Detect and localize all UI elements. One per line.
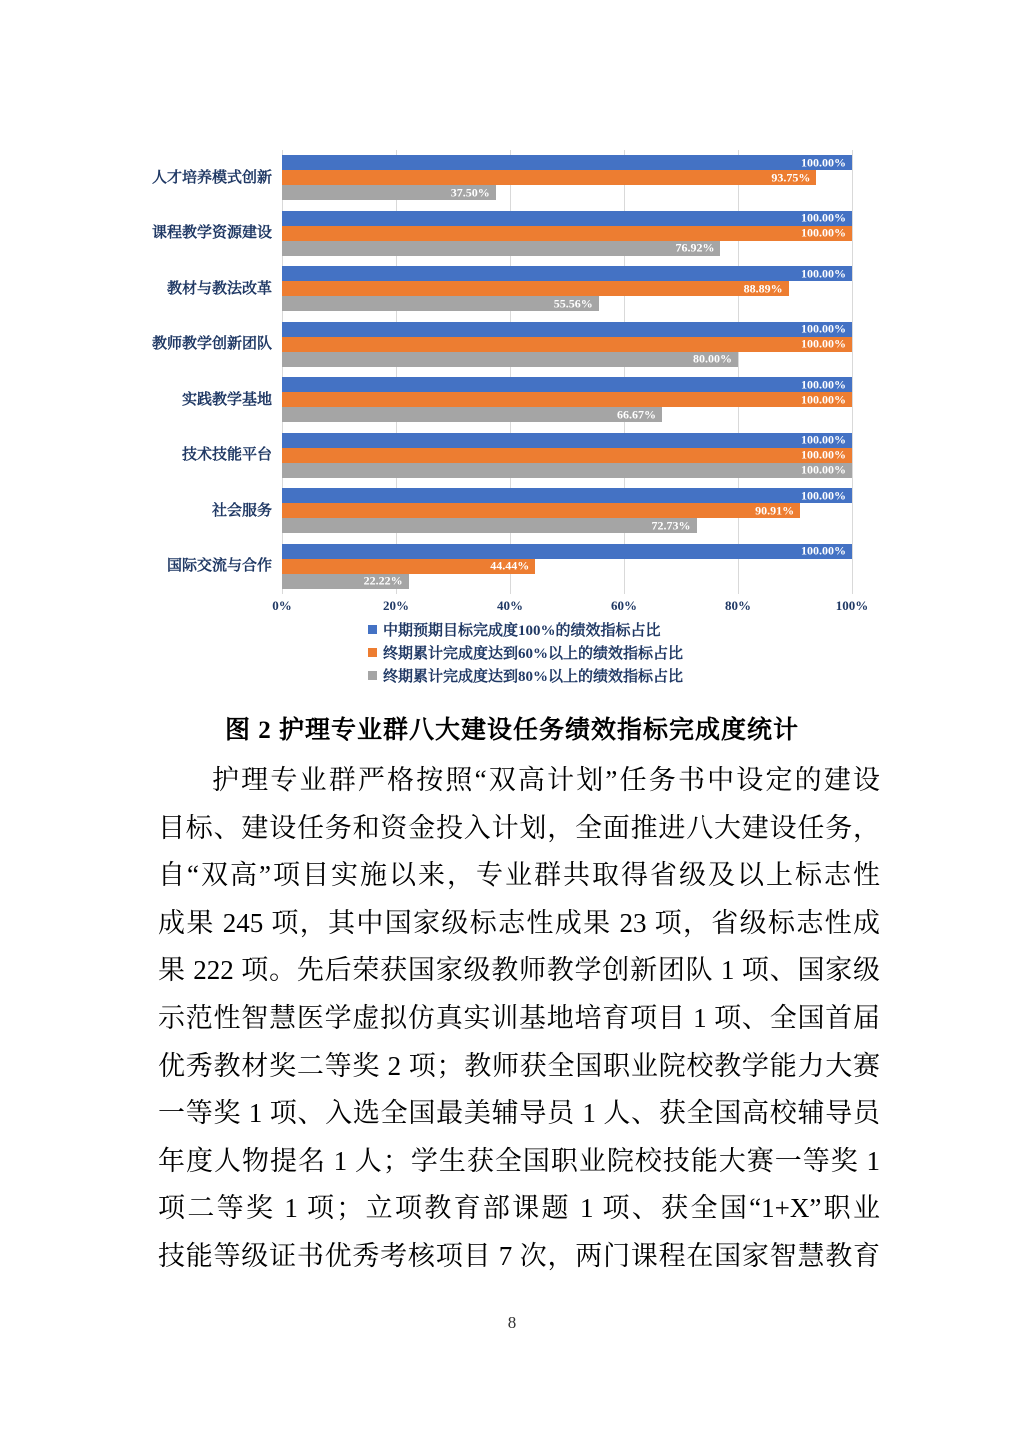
- paragraph-line: 目标、建设任务和资金投入计划，全面推进八大建设任务，: [158, 812, 880, 843]
- bar-final-over-80pct: [282, 296, 599, 311]
- paragraph-line: 一等奖 1 项、入选全国最美辅导员 1 人、获全国高校辅导员: [158, 1098, 880, 1129]
- paragraph-line: 优秀教材奖二等奖 2 项；教师获全国职业院校教学能力大赛: [158, 1050, 880, 1081]
- category-bars: [282, 377, 852, 422]
- chart-plot-area: [152, 150, 852, 594]
- category-bars: [282, 488, 852, 533]
- bar-value-label: 80.00%: [693, 351, 732, 366]
- chart-legend: [368, 618, 852, 687]
- category-bars: [282, 155, 852, 200]
- paragraph-line: 年度人物提名 1 人；学生获全国职业院校技能大赛一等奖 1: [158, 1145, 880, 1176]
- chart-category-row: [152, 150, 852, 206]
- body-paragraph: [158, 757, 880, 1281]
- bar-chart: [152, 150, 869, 687]
- bar-value-label: 100.00%: [801, 155, 846, 170]
- category-label: 社会服务: [211, 502, 272, 519]
- legend-swatch-final-over-60pct: [368, 648, 377, 657]
- legend-item: [368, 641, 852, 664]
- bar-final-over-60pct: [282, 226, 852, 241]
- chart-category-row: [152, 261, 852, 317]
- legend-item: [368, 664, 852, 687]
- bar-midterm-100pct: [282, 377, 852, 392]
- category-label: 人才培养模式创新: [152, 169, 273, 186]
- bar-final-over-60pct: [282, 392, 852, 407]
- category-bars: [282, 433, 852, 478]
- chart-groups: [152, 150, 852, 594]
- x-axis-tick: 100%: [835, 598, 869, 613]
- chart-category-row: [152, 206, 852, 262]
- legend-label: 终期累计完成度达到60%以上的绩效指标占比: [383, 646, 684, 662]
- category-bars: [282, 266, 852, 311]
- bar-value-label: 100.00%: [801, 336, 846, 351]
- bar-midterm-100pct: [282, 544, 852, 559]
- bar-value-label: 76.92%: [675, 240, 715, 255]
- bar-midterm-100pct: [282, 266, 852, 281]
- bar-midterm-100pct: [282, 488, 852, 503]
- bar-value-label: 100.00%: [801, 543, 846, 558]
- bar-value-label: 100.00%: [801, 321, 846, 336]
- x-axis-tick: 80%: [725, 598, 751, 613]
- chart-category-row: [152, 428, 852, 484]
- bar-value-label: 100.00%: [801, 266, 846, 281]
- legend-swatch-final-over-80pct: [368, 671, 377, 680]
- x-axis-tick: 60%: [611, 598, 637, 613]
- bar-final-over-60pct: [282, 503, 800, 518]
- bar-value-label: 100.00%: [801, 462, 846, 477]
- bar-final-over-80pct: [282, 241, 720, 256]
- category-bars: [282, 544, 852, 589]
- legend-item: [368, 618, 852, 641]
- bar-final-over-60pct: [282, 170, 816, 185]
- paragraph-line: 技能等级证书优秀考核项目 7 次，两门课程在国家智慧教育: [158, 1240, 880, 1271]
- bar-final-over-80pct: [282, 352, 738, 367]
- bar-value-label: 88.89%: [743, 281, 783, 296]
- bar-final-over-80pct: [282, 518, 697, 533]
- category-label: 技术技能平台: [181, 447, 272, 464]
- x-axis-tick: 20%: [383, 598, 409, 613]
- bar-final-over-60pct: [282, 281, 789, 296]
- legend-swatch-midterm-100pct: [368, 625, 377, 634]
- x-axis-tick: 40%: [497, 598, 523, 613]
- category-bars: [282, 211, 852, 256]
- bar-value-label: 90.91%: [755, 503, 795, 518]
- category-label: 教材与教法改革: [166, 280, 272, 297]
- paragraph-line: 自“双高”项目实施以来，专业群共取得省级及以上标志性: [158, 860, 880, 891]
- bar-value-label: 37.50%: [450, 185, 490, 200]
- bar-final-over-80pct: [282, 185, 496, 200]
- bar-midterm-100pct: [282, 211, 852, 226]
- bar-final-over-60pct: [282, 559, 535, 574]
- bar-value-label: 100.00%: [801, 447, 846, 462]
- paragraph-line: 示范性智慧医学虚拟仿真实训基地培育项目 1 项、全国首届: [158, 1002, 880, 1033]
- category-label: 国际交流与合作: [166, 558, 272, 575]
- bar-value-label: 100.00%: [801, 377, 846, 392]
- chart-category-row: [152, 317, 852, 373]
- bar-final-over-60pct: [282, 448, 852, 463]
- x-axis-tick: 0%: [272, 598, 292, 613]
- legend-label: 终期累计完成度达到80%以上的绩效指标占比: [383, 669, 684, 685]
- chart-category-row: [152, 372, 852, 428]
- legend-label: 中期预期目标完成度100%的绩效指标占比: [383, 623, 661, 639]
- chart-category-row: [152, 539, 852, 595]
- bar-value-label: 93.75%: [771, 170, 811, 185]
- page-number: 8: [507, 1313, 517, 1332]
- category-label: 教师教学创新团队: [152, 336, 273, 353]
- bar-final-over-80pct: [282, 407, 662, 422]
- category-label: 实践教学基地: [181, 391, 272, 408]
- chart-category-row: [152, 483, 852, 539]
- bar-value-label: 100.00%: [801, 432, 846, 447]
- paragraph-line: 果 222 项。先后荣获国家级教师教学创新团队 1 项、国家级: [158, 955, 880, 986]
- bar-final-over-60pct: [282, 337, 852, 352]
- bar-value-label: 66.67%: [617, 407, 657, 422]
- bar-value-label: 22.22%: [363, 573, 403, 588]
- bar-midterm-100pct: [282, 322, 852, 337]
- bar-midterm-100pct: [282, 155, 852, 170]
- bar-midterm-100pct: [282, 433, 852, 448]
- paragraph-line: 项二等奖 1 项；立项教育部课题 1 项、获全国“1+X”职业: [158, 1193, 880, 1224]
- figure-caption: 图 2 护理专业群八大建设任务绩效指标完成度统计: [224, 717, 799, 744]
- bar-value-label: 72.73%: [651, 518, 691, 533]
- paragraph-line: 成果 245 项，其中国家级标志性成果 23 项，省级标志性成: [158, 907, 880, 938]
- bar-value-label: 100.00%: [801, 225, 846, 240]
- bar-value-label: 100.00%: [801, 210, 846, 225]
- bar-value-label: 55.56%: [553, 296, 593, 311]
- paragraph-line: 护理专业群严格按照“双高计划”任务书中设定的建设: [212, 765, 880, 795]
- bar-value-label: 100.00%: [801, 392, 846, 407]
- category-label: 课程教学资源建设: [152, 225, 273, 242]
- bar-value-label: 100.00%: [801, 488, 846, 503]
- bar-final-over-80pct: [282, 574, 409, 589]
- gridline: [852, 150, 853, 594]
- category-bars: [282, 322, 852, 367]
- chart-x-axis: [272, 594, 869, 616]
- bar-final-over-80pct: [282, 463, 852, 478]
- bar-value-label: 44.44%: [490, 558, 530, 573]
